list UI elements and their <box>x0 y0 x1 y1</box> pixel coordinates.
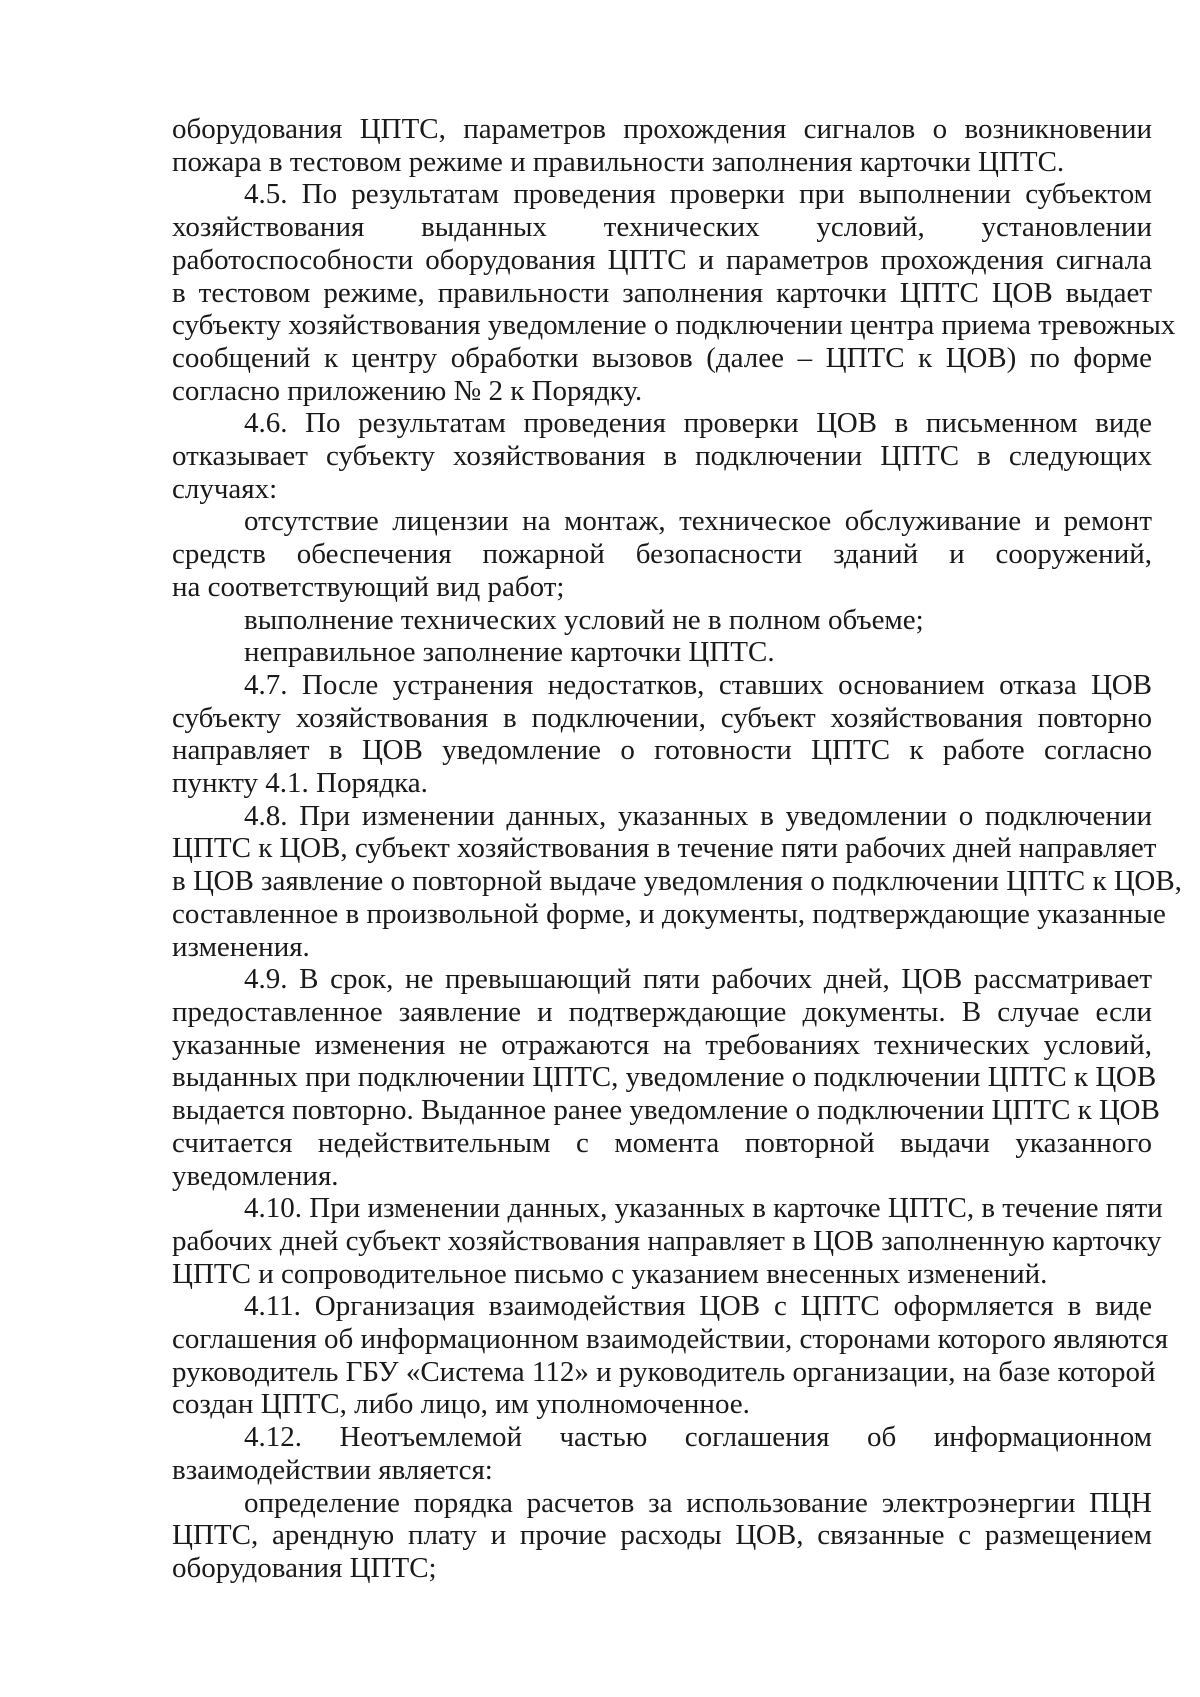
text-line: 4.11. Организация взаимодействия ЦОВ с ЦПТС оформляется в виде <box>244 1290 1152 1323</box>
paragraph-4-6 <box>172 407 1152 505</box>
paragraph-4-5 <box>172 178 1176 407</box>
paragraph-4-10 <box>172 1192 1163 1290</box>
text-line: выполнение технических условий не в полном объеме; <box>244 603 924 636</box>
text-line: 4.7. После устранения недостатков, ставших основанием отказа ЦОВ <box>244 668 1152 701</box>
text-line: руководитель ГБУ «Система 112» и руководитель организации, на базе которой <box>172 1355 1156 1388</box>
text-line: составленное в произвольной форме, и документы, подтверждающие указанные <box>172 897 1166 930</box>
text-line: случаях: <box>172 472 278 505</box>
paragraph-4-4-continuation <box>172 113 1152 178</box>
paragraph-4-7 <box>172 669 1152 800</box>
paragraph-4-8 <box>172 799 1182 964</box>
paragraph-4-9 <box>172 963 1160 1192</box>
paragraph-4-6-item-1 <box>172 505 1152 603</box>
text-line: выдается повторно. Выданное ранее уведомление о подключении ЦПТС к ЦОВ <box>172 1094 1160 1127</box>
text-line: 4.10. При изменении данных, указанных в карточке ЦПТС, в течение пяти <box>244 1192 1163 1225</box>
text-line: рабочих дней субъект хозяйствования направляет в ЦОВ заполненную карточку <box>172 1224 1162 1257</box>
text-line: пожара в тестовом режиме и правильности заполнения карточки ЦПТС. <box>172 145 1065 178</box>
text-line: согласно приложению № 2 к Порядку. <box>172 374 643 407</box>
text-line: оборудования ЦПТС, параметров прохождения сигналов о возникновении <box>172 113 1152 145</box>
text-line: 4.5. По результатам проведения проверки при выполнении субъектом <box>244 178 1152 211</box>
text-line: средств обеспечения пожарной безопасности зданий и сооружений, <box>172 538 1152 571</box>
text-line: изменения. <box>172 930 310 963</box>
text-line: ЦПТС, арендную плату и прочие расходы ЦОВ, связанные с размещением <box>172 1519 1152 1552</box>
text-line: указанные изменения не отражаются на требованиях технических условий, <box>172 1028 1152 1061</box>
text-line: субъекту хозяйствования в подключении, субъект хозяйствования повторно <box>172 701 1152 734</box>
text-line: на соответствующий вид работ; <box>172 570 565 603</box>
text-line: неправильное заполнение карточки ЦПТС. <box>244 636 775 669</box>
text-line: взаимодействии является: <box>172 1453 493 1486</box>
text-line: 4.6. По результатам проведения проверки ЦОВ в письменном виде <box>244 407 1152 440</box>
text-line: сообщений к центру обработки вызовов (далее – ЦПТС к ЦОВ) по форме <box>172 341 1152 374</box>
paragraph-4-11 <box>172 1290 1169 1421</box>
document-page <box>172 113 1182 1585</box>
paragraph-4-12-item-1 <box>172 1487 1152 1585</box>
paragraph-4-12 <box>172 1421 1152 1486</box>
text-line: ЦПТС к ЦОВ, субъект хозяйствования в течение пяти рабочих дней направляет <box>172 832 1157 865</box>
text-line: соглашения об информационном взаимодействии, сторонами которого являются <box>172 1323 1169 1356</box>
text-line: уведомления. <box>172 1159 339 1192</box>
text-line: выданных при подключении ЦПТС, уведомление о подключении ЦПТС к ЦОВ <box>172 1061 1157 1094</box>
text-line: субъекту хозяйствования уведомление о подключении центра приема тревожных <box>172 309 1176 342</box>
paragraph-4-6-item-3 <box>172 636 1152 669</box>
paragraph-4-6-item-2 <box>172 604 1152 637</box>
text-line: хозяйствования выданных технических условий, установлении <box>172 211 1152 244</box>
text-line: отказывает субъекту хозяйствования в подключении ЦПТС в следующих <box>172 440 1152 473</box>
text-line: работоспособности оборудования ЦПТС и параметров прохождения сигнала <box>172 243 1152 276</box>
text-line: пункту 4.1. Порядка. <box>172 767 428 800</box>
text-line: ЦПТС и сопроводительное письмо с указанием внесенных изменений. <box>172 1257 1048 1290</box>
text-line: 4.8. При изменении данных, указанных в уведомлении о подключении <box>244 799 1152 832</box>
text-line: в тестовом режиме, правильности заполнения карточки ЦПТС ЦОВ выдает <box>172 276 1152 309</box>
text-line: предоставленное заявление и подтверждающие документы. В случае если <box>172 995 1152 1028</box>
text-line: оборудования ЦПТС; <box>172 1551 437 1584</box>
text-line: определение порядка расчетов за использование электроэнергии ПЦН <box>244 1486 1152 1519</box>
text-line: в ЦОВ заявление о повторной выдаче уведомления о подключении ЦПТС к ЦОВ, <box>172 865 1182 898</box>
text-line: создан ЦПТС, либо лицо, им уполномоченное. <box>172 1388 750 1421</box>
text-line: 4.9. В срок, не превышающий пяти рабочих дней, ЦОВ рассматривает <box>244 963 1152 996</box>
text-line: направляет в ЦОВ уведомление о готовности ЦПТС к работе согласно <box>172 734 1152 767</box>
text-line: 4.12. Неотъемлемой частью соглашения об информационном <box>244 1421 1152 1454</box>
text-line: отсутствие лицензии на монтаж, техническое обслуживание и ремонт <box>244 505 1152 538</box>
text-line: считается недействительным с момента повторной выдачи указанного <box>172 1126 1152 1159</box>
